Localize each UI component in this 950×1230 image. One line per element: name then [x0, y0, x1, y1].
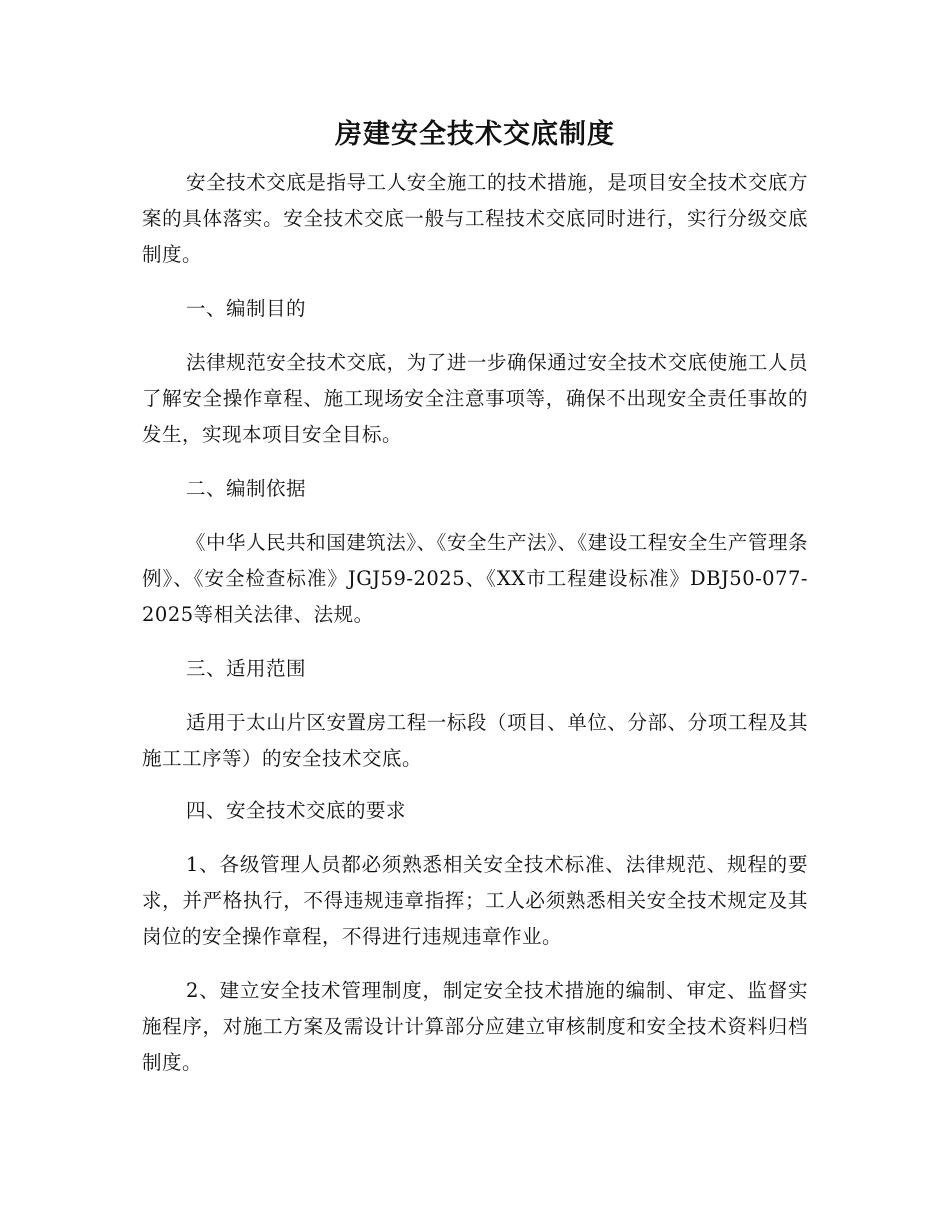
section-heading-basis: 二、编制依据	[186, 477, 307, 500]
section-paragraph-basis: 《中华人民共和国建筑法》、《安全生产法》、《建设工程安全生产管理条例》、《安全检查标准》JGJ59-2025、《XX市工程建设标准》DBJ50-077-2025等相关法律、法规。	[142, 531, 808, 626]
document-title: 房建安全技术交底制度	[335, 119, 615, 150]
section-paragraph-requirement-2: 2、建立安全技术管理制度，制定安全技术措施的编制、审定、监督实施程序，对施工方案及需设计计算部分应建立审核制度和安全技术资料归档制度。	[142, 979, 808, 1074]
intro-paragraph: 安全技术交底是指导工人安全施工的技术措施，是项目安全技术交底方案的具体落实。安全技术交底一般与工程技术交底同时进行，实行分级交底制度。	[142, 171, 808, 266]
section-heading-scope: 三、适用范围	[186, 657, 307, 680]
section-heading-purpose: 一、编制目的	[186, 297, 307, 320]
section-paragraph-purpose: 法律规范安全技术交底，为了进一步确保通过安全技术交底使施工人员了解安全操作章程、施工现场安全注意事项等，确保不出现安全责任事故的发生，实现本项目安全目标。	[142, 351, 808, 446]
section-heading-requirements: 四、安全技术交底的要求	[186, 799, 407, 822]
section-paragraph-requirement-1: 1、各级管理人员都必须熟悉相关安全技术标准、法律规范、规程的要求，并严格执行，不得违规违章指挥；工人必须熟悉相关安全技术规定及其岗位的安全操作章程，不得进行违规违章作业。	[142, 853, 808, 948]
section-paragraph-scope: 适用于太山片区安置房工程一标段（项目、单位、分部、分项工程及其施工工序等）的安全技术交底。	[142, 711, 808, 770]
